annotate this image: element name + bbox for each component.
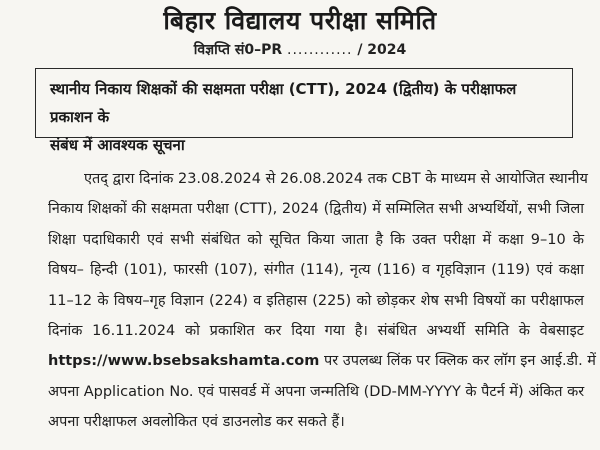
body-line-7-rest: पर उपलब्ध लिंक पर क्लिक कर लॉग इन आई.डी. में <box>323 353 596 370</box>
notice-number-blank: ............ <box>287 42 353 58</box>
website-link[interactable]: https://www.bsebsakshamta.com <box>48 353 320 370</box>
body-line-6: दिनांक 16.11.2024 को प्रकाशित कर दिया गया है। संबंधित अभ्यर्थी समिति के वेबसाइट <box>48 323 584 340</box>
body-line-9: अपना परीक्षाफल अवलोकित एवं डाउनलोड कर सकते हैं। <box>48 414 345 431</box>
notice-number-prefix: विज्ञप्ति सं0–PR <box>193 42 283 58</box>
subject-box <box>35 68 573 154</box>
body-line-5: 11–12 के विषय–गृह विज्ञान (224) व इतिहास (225) को छोड़कर शेष सभी विषयों का परीक्षाफल <box>48 292 584 309</box>
body-line-3: शिक्षा पदाधिकारी एवं सभी संबंधित को सूचित किया जाता है कि उक्त परीक्षा में कक्षा 9–10 के <box>48 231 584 248</box>
body-line-8: अपना Application No. एवं पासवर्ड में अपना जन्मतिथि (DD-MM-YYYY के पैटर्न में) अंकित कर <box>48 383 585 400</box>
subject-line-2: संबंध में आवश्यक सूचना <box>50 136 185 154</box>
organization-title: बिहार विद्यालय परीक्षा समिति <box>163 6 437 35</box>
notice-number-year: / 2024 <box>357 42 407 58</box>
body-line-7 <box>48 346 596 376</box>
body-line-1: एतद् द्वारा दिनांक 23.08.2024 से 26.08.2024 तक CBT के माध्यम से आयोजित स्थानीय <box>84 171 588 187</box>
body-line-2: निकाय शिक्षकों की सक्षमता परीक्षा (CTT), 2024 (द्वितीय) में सम्मिलित सभी अभ्यर्थियों, सभी जिला <box>48 201 584 218</box>
notice-number <box>0 40 600 60</box>
subject-line-1: स्थानीय निकाय शिक्षकों की सक्षमता परीक्षा (CTT), 2024 (द्वितीय) के परीक्षाफल प्रकाशन के <box>50 80 517 126</box>
notice-body <box>48 164 596 438</box>
body-line-4: विषय– हिन्दी (101), फारसी (107), संगीत (114), नृत्य (116) व गृहविज्ञान (119) एवं कक्षा <box>48 262 584 279</box>
